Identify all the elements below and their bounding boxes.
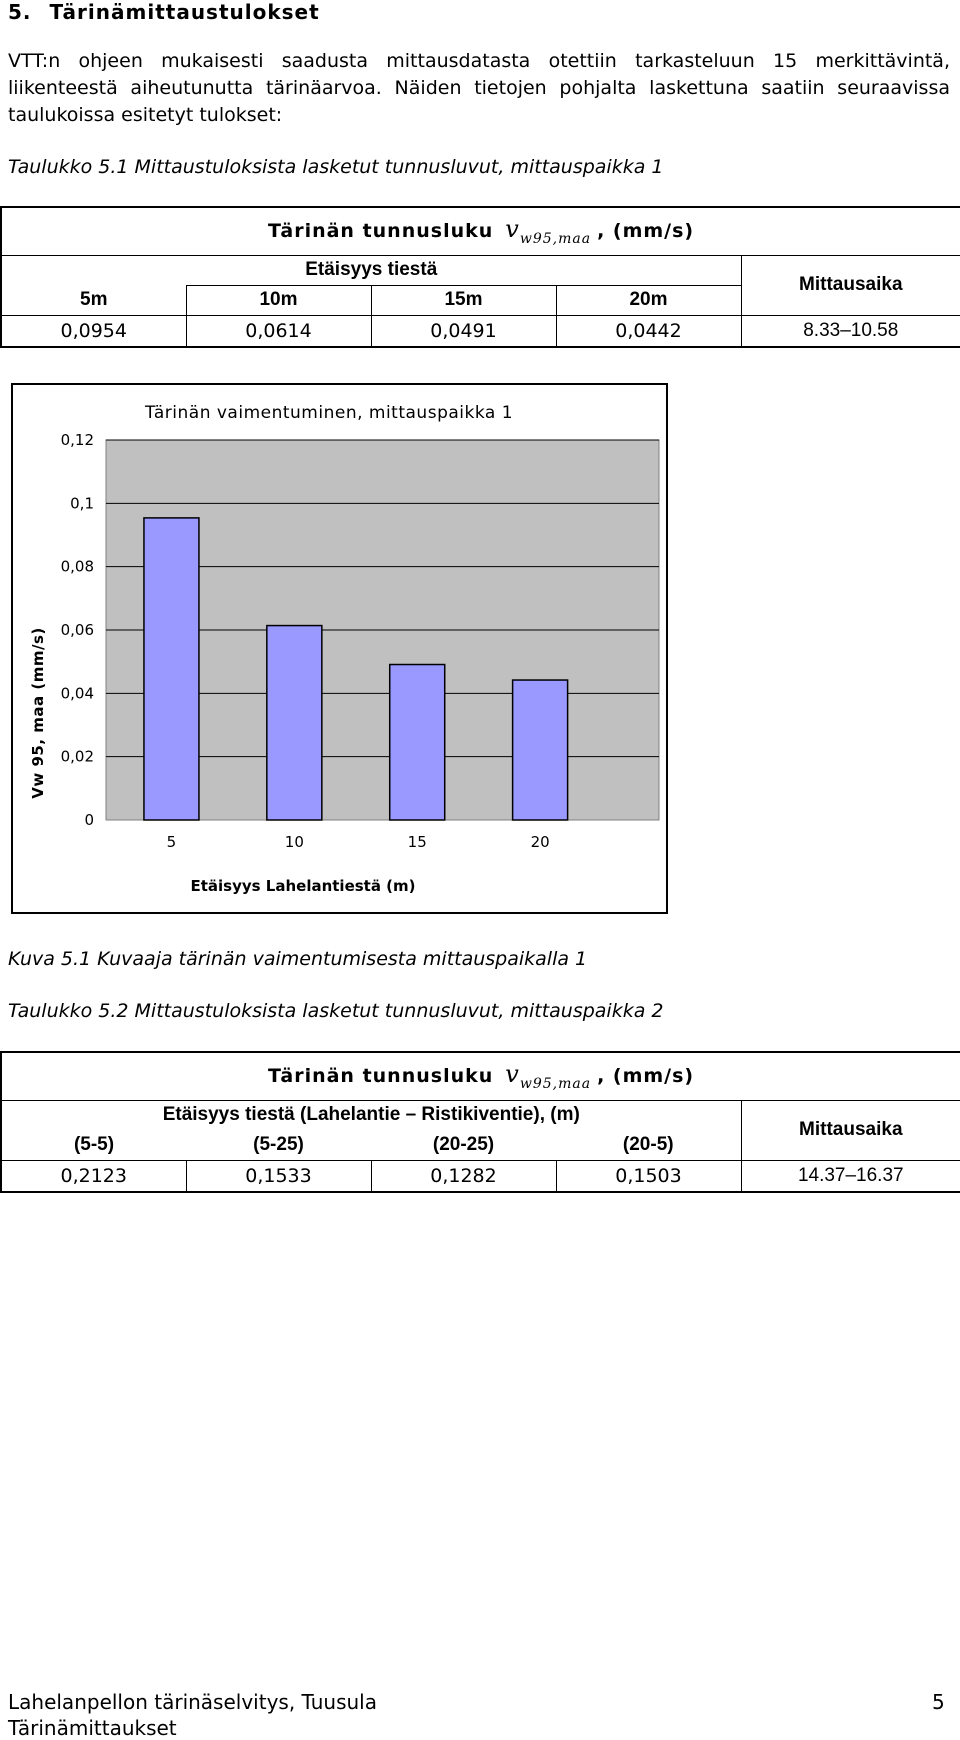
table1-header-prefix: Tärinän tunnusluku: [267, 220, 494, 243]
table2-col-header: (5-5): [1, 1130, 186, 1160]
table2-value: 0,1503: [556, 1160, 741, 1192]
x-tick-label: 10: [284, 833, 304, 851]
table2-header-prefix: Tärinän tunnusluku: [267, 1065, 494, 1088]
table1-col-header: 5m: [1, 285, 186, 315]
table2-caption: Taulukko 5.2 Mittaustuloksista lasketut tunnusluvut, mittauspaikka 2: [8, 1000, 664, 1022]
table1-unit: , (mm/s): [597, 220, 695, 243]
y-tick-label: 0,04: [60, 684, 94, 703]
y-tick-label: 0,12: [60, 431, 94, 449]
table1: [0, 206, 960, 348]
table2-time-header: Mittausaika: [741, 1100, 960, 1160]
table2-group-header: Etäisyys tiestä (Lahelantie – Ristikiventie), (m): [1, 1100, 741, 1130]
bar: [390, 665, 445, 820]
table1-value: 0,0442: [556, 315, 741, 347]
table1-value: 0,0954: [1, 315, 186, 347]
table1-title-row: [1, 207, 960, 255]
table2-col-header: (20-5): [556, 1130, 741, 1160]
chart-frame: [11, 383, 668, 914]
table2-col-header: (5-25): [186, 1130, 371, 1160]
table1-time-header: Mittausaika: [741, 255, 960, 315]
x-tick-label: 5: [166, 833, 177, 851]
page-number: 5: [932, 1690, 945, 1714]
table1-value: 0,0491: [371, 315, 556, 347]
table1-value: 0,0614: [186, 315, 371, 347]
y-tick-label: 0,06: [60, 621, 94, 639]
x-tick-label: 15: [407, 833, 427, 851]
x-axis-label: Etäisyys Lahelantiestä (m): [190, 877, 416, 895]
figure-caption: Kuva 5.1 Kuvaaja tärinän vaimentumisesta mittauspaikalla 1: [8, 948, 588, 970]
table2-value: 0,1533: [186, 1160, 371, 1192]
table1-time-value: 8.33–10.58: [741, 315, 960, 347]
table2-time-value: 14.37–16.37: [741, 1160, 960, 1192]
table2-col-header: (20-25): [371, 1130, 556, 1160]
footer-line1: Lahelanpellon tärinäselvitys, Tuusula: [8, 1690, 377, 1714]
bar: [513, 680, 568, 820]
y-tick-label: 0,02: [60, 747, 94, 766]
table2-value: 0,1282: [371, 1160, 556, 1192]
chart-title: Tärinän vaimentuminen, mittauspaikka 1: [144, 403, 514, 423]
y-tick-label: 0,1: [70, 494, 94, 513]
y-tick-labels: [61, 431, 94, 829]
table2-unit: , (mm/s): [597, 1065, 695, 1088]
section-heading: [8, 0, 320, 24]
footer-line2: Tärinämittaukset: [8, 1716, 177, 1740]
y-tick-label: 0: [84, 811, 94, 829]
y-axis-label: Vw 95, maa (mm/s): [29, 627, 47, 799]
section-title: Tärinämittaustulokset: [49, 0, 320, 24]
x-tick-label: 20: [530, 833, 550, 851]
bar: [267, 626, 322, 820]
velocity-symbol: $v_{w95,maa}$: [505, 215, 592, 248]
section-number: 5.: [8, 0, 32, 24]
table1-col-header: 15m: [371, 285, 556, 315]
bar-chart: [13, 385, 666, 912]
table2-title-row: [1, 1052, 960, 1100]
y-tick-label: 0,08: [60, 557, 94, 576]
table2: [0, 1051, 960, 1193]
bar: [144, 518, 199, 820]
table2-value: 0,2123: [1, 1160, 186, 1192]
table1-group-header: Etäisyys tiestä: [1, 255, 741, 285]
table1-col-header: 10m: [186, 285, 371, 315]
table1-caption: Taulukko 5.1 Mittaustuloksista lasketut tunnusluvut, mittauspaikka 1: [8, 156, 664, 178]
velocity-symbol: $v_{w95,maa}$: [505, 1060, 592, 1093]
intro-paragraph: VTT:n ohjeen mukaisesti saadusta mittausdatasta otettiin tarkasteluun 15 merkittävintä, liikenteestä aiheutunutta tärinäarvoa. Näiden tietojen pohjalta laskettuna saatiin seuraavissa taulukoissa esitetyt tulokset:: [8, 50, 950, 126]
x-tick-labels: [167, 833, 550, 851]
table1-col-header: 20m: [556, 285, 741, 315]
